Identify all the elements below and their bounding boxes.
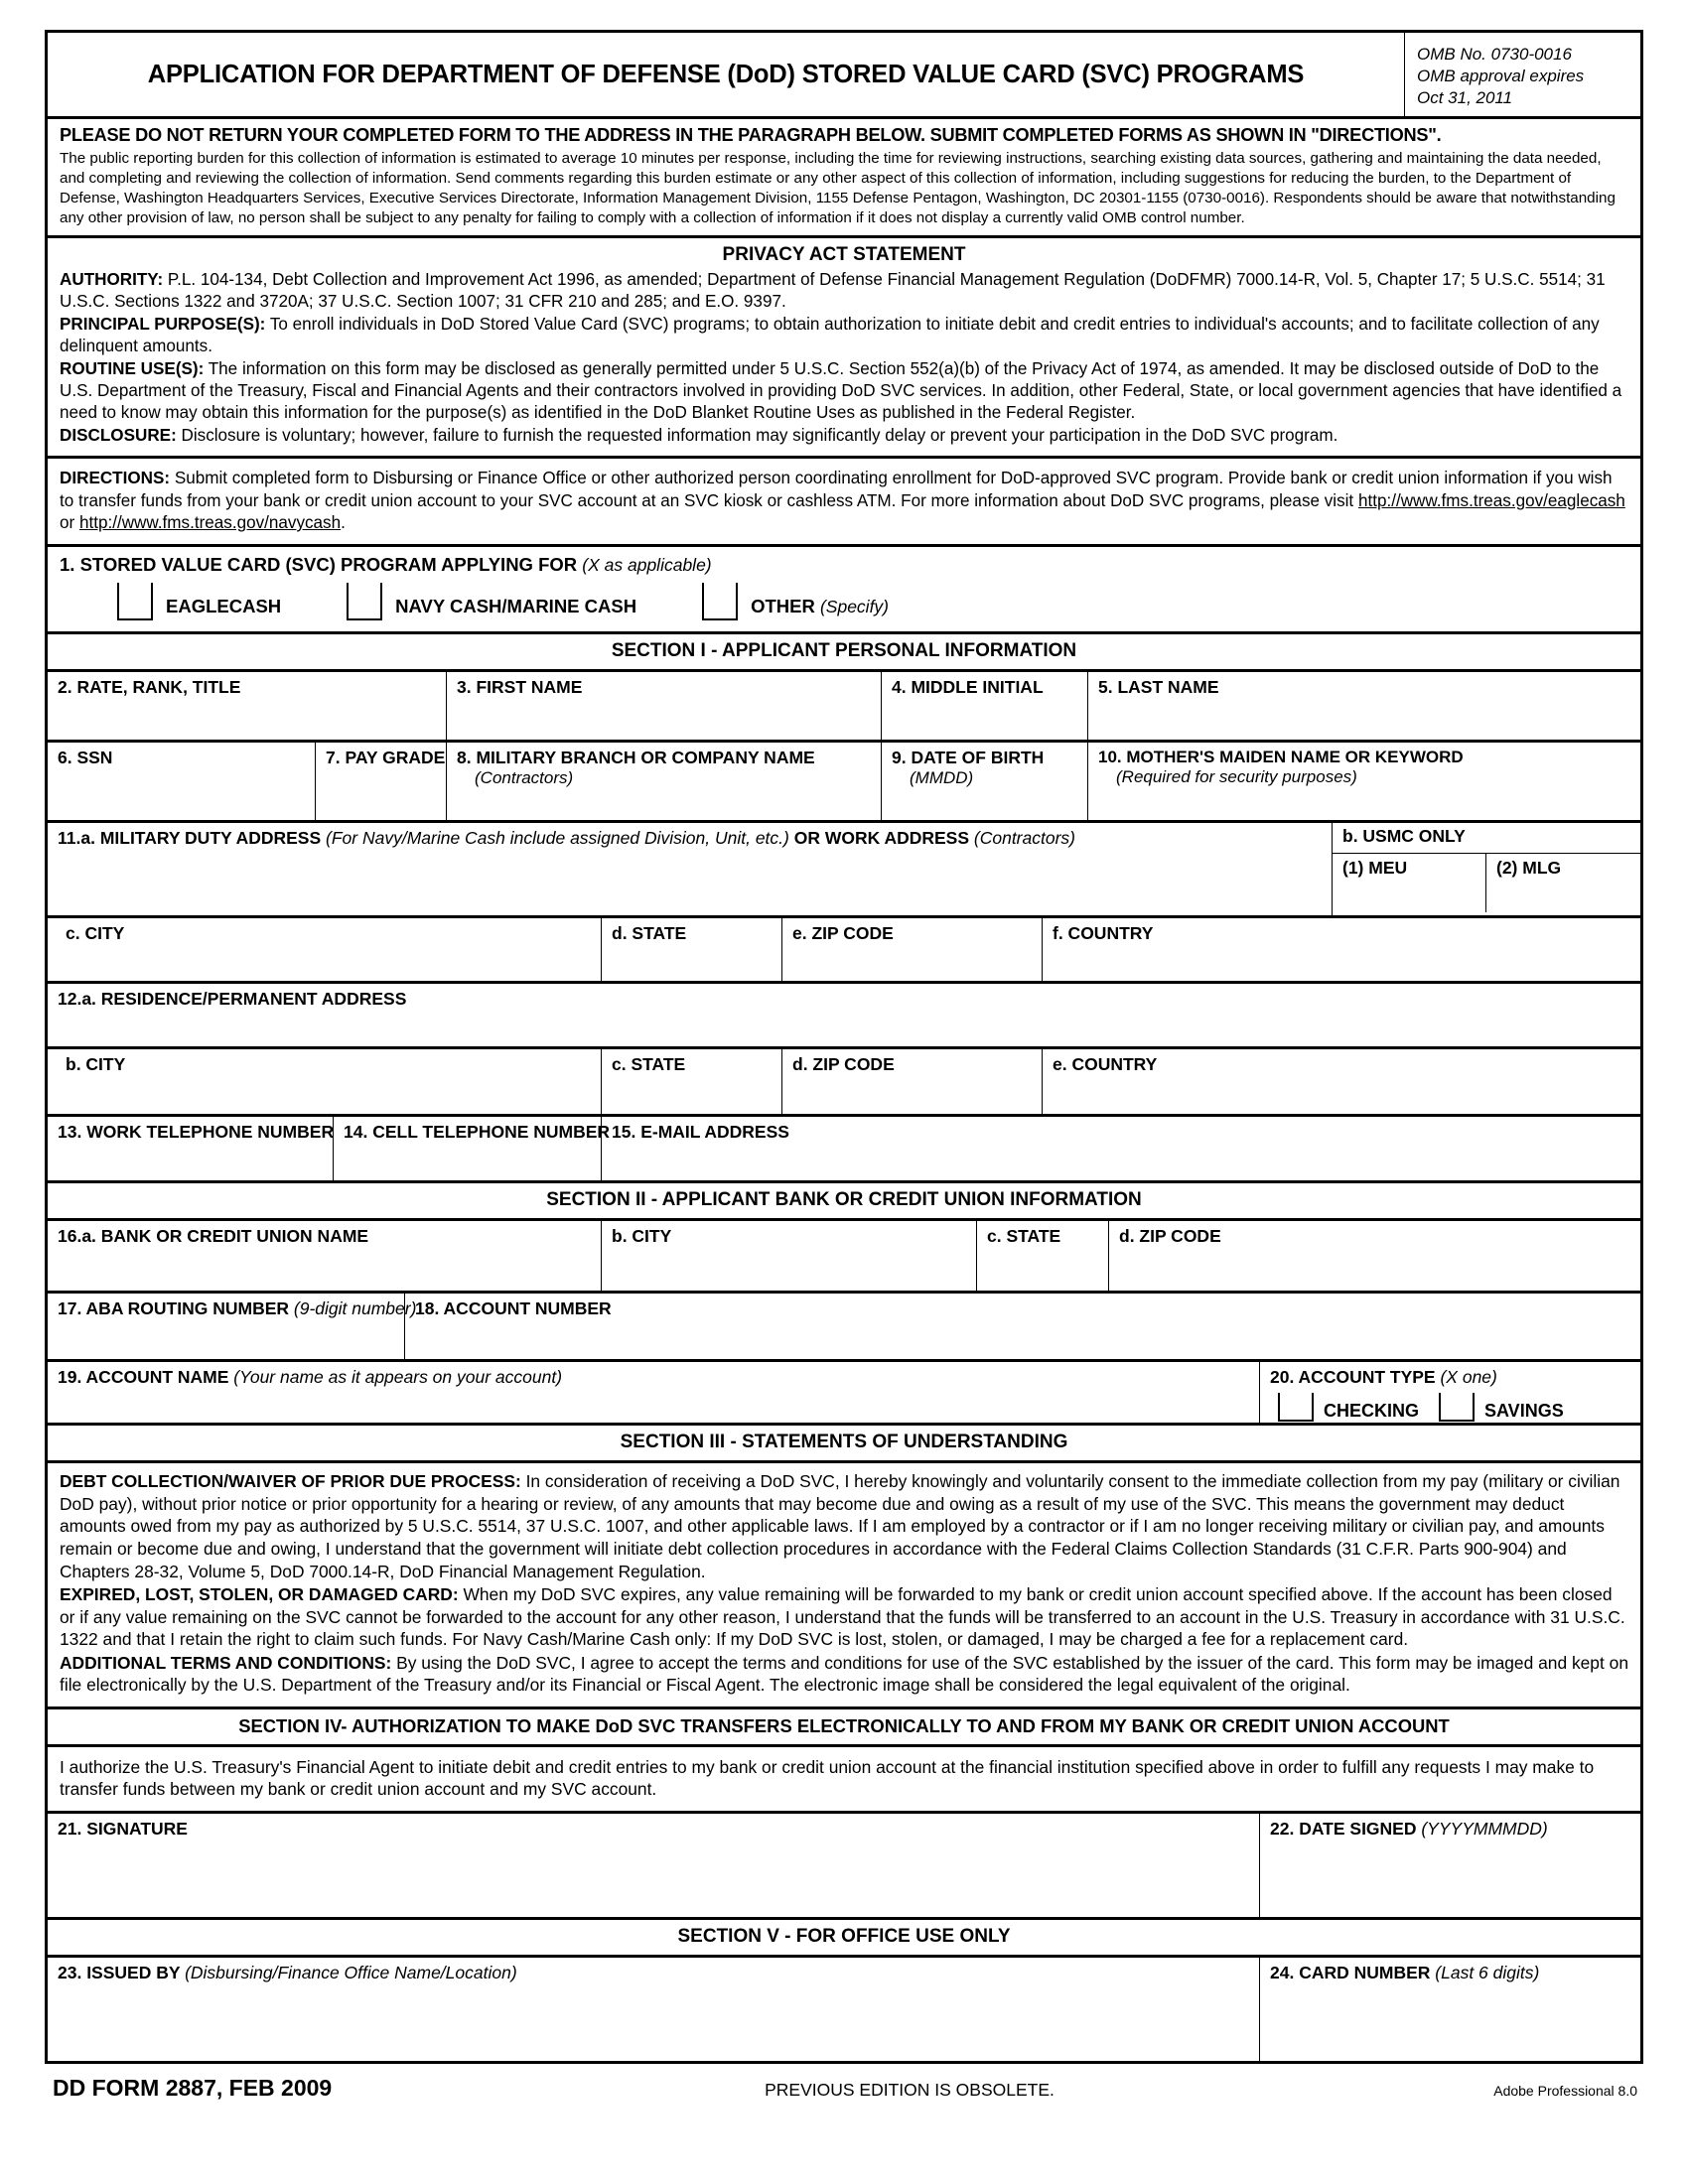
section-1-header: SECTION I - APPLICANT PERSONAL INFORMATION bbox=[48, 634, 1640, 672]
privacy-authority-label: AUTHORITY: bbox=[60, 269, 164, 289]
field-bank-state[interactable]: c. STATE bbox=[977, 1221, 1109, 1291]
privacy-disclosure-label: DISCLOSURE: bbox=[60, 426, 177, 446]
privacy-principal-text: To enroll individuals in DoD Stored Value Card (SVC) programs; to obtain authorization to initiate debit and credit entries to individual's accounts; and to facilitate collection of any delinquent amounts. bbox=[60, 314, 1600, 356]
omb-info-block bbox=[1404, 33, 1640, 116]
field-duty-city[interactable]: c. CITY bbox=[48, 918, 602, 981]
label-navy-marine-cash: NAVY CASH/MARINE CASH bbox=[395, 596, 637, 617]
field-account-number[interactable]: 18. ACCOUNT NUMBER bbox=[415, 1298, 612, 1319]
statement-debt-label: DEBT COLLECTION/WAIVER OF PRIOR DUE PROCESS: bbox=[60, 1471, 521, 1492]
statement-additional-label: ADDITIONAL TERMS AND CONDITIONS: bbox=[60, 1652, 392, 1673]
omb-number: OMB No. 0730-0016 bbox=[1417, 45, 1572, 64]
field-residence-zip[interactable]: d. ZIP CODE bbox=[782, 1049, 1043, 1114]
usmc-only-label: b. USMC ONLY bbox=[1333, 823, 1640, 854]
field-rate-rank-title[interactable]: 2. RATE, RANK, TITLE bbox=[48, 672, 447, 740]
field-account-name[interactable]: 19. ACCOUNT NAME (Your name as it appears on your account) bbox=[48, 1362, 1260, 1423]
statement-debt-collection bbox=[60, 1470, 1628, 1582]
checkbox-eaglecash[interactable] bbox=[117, 583, 153, 620]
field-date-of-birth-hint: (MMDD) bbox=[910, 767, 974, 787]
privacy-disclosure-text: Disclosure is voluntary; however, failure to furnish the requested information may significantly delay or prevent your participation in the DoD SVC program. bbox=[176, 426, 1338, 446]
row-contact-fields bbox=[48, 1117, 1640, 1183]
row-duty-address-city-state-zip bbox=[48, 918, 1640, 984]
privacy-disclosure bbox=[60, 425, 1628, 447]
label-other bbox=[738, 583, 889, 617]
directions-text-1: Submit completed form to Disbursing or Finance Office or other authorized person coordinating enrollment for DoD-approved SVC program. Provide bank or credit union information if you wish to transfer funds from your bank or credit union account to your SVC account at an SVC kiosk or cashless ATM. For more information about DoD SVC programs, please visit bbox=[60, 469, 1613, 510]
section-4-header: SECTION IV- AUTHORIZATION TO MAKE DoD SVC TRANSFERS ELECTRONICALLY TO AND FROM MY BANK OR CREDIT UNION ACCOUNT bbox=[48, 1709, 1640, 1747]
privacy-authority bbox=[60, 269, 1628, 313]
statement-additional-terms bbox=[60, 1652, 1628, 1697]
burden-statement-block bbox=[48, 119, 1640, 238]
field-cell-telephone[interactable]: 14. CELL TELEPHONE NUMBER bbox=[334, 1117, 602, 1180]
checkbox-checking[interactable] bbox=[1278, 1393, 1314, 1422]
directions-label: DIRECTIONS: bbox=[60, 469, 171, 488]
row-ssn-branch-dob bbox=[48, 743, 1640, 823]
program-options-row bbox=[60, 583, 1640, 620]
row-name-fields bbox=[48, 672, 1640, 743]
checkbox-navy-marine-cash[interactable] bbox=[347, 583, 382, 620]
usmc-subfields bbox=[1333, 854, 1640, 912]
navycash-link[interactable]: http://www.fms.treas.gov/navycash bbox=[78, 513, 342, 533]
field-account-type bbox=[1260, 1362, 1640, 1423]
privacy-act-title: PRIVACY ACT STATEMENT bbox=[722, 243, 966, 265]
field-date-signed[interactable]: 22. DATE SIGNED (YYYYMMMDD) bbox=[1270, 1818, 1548, 1839]
form-header bbox=[48, 33, 1640, 119]
field-mlg[interactable]: (2) MLG bbox=[1496, 858, 1562, 879]
label-other-hint: (Specify) bbox=[819, 597, 890, 617]
section-5-header: SECTION V - FOR OFFICE USE ONLY bbox=[48, 1920, 1640, 1958]
row-signature-date bbox=[48, 1814, 1640, 1920]
form-footer bbox=[45, 2064, 1643, 2102]
field-signature[interactable]: 21. SIGNATURE bbox=[48, 1814, 1260, 1917]
field-military-branch-hint: (Contractors) bbox=[475, 767, 574, 787]
section-2-header: SECTION II - APPLICANT BANK OR CREDIT UNION INFORMATION bbox=[48, 1183, 1640, 1221]
authorization-text: I authorize the U.S. Treasury's Financial Agent to initiate debit and credit entries to my bank or credit union account at the financial institution specified above in order to fulfill any requests I may make to transfer funds between my bank or credit union account and my SVC account. bbox=[48, 1747, 1640, 1814]
field-issued-by[interactable]: 23. ISSUED BY (Disbursing/Finance Office Name/Location) bbox=[48, 1958, 1260, 2061]
account-type-label: 20. ACCOUNT TYPE (X one) bbox=[1270, 1367, 1497, 1388]
privacy-routine-text: The information on this form may be disclosed as generally permitted under 5 U.S.C. Section 552(a)(b) of the Privacy Act of 1974, as amended. It may be disclosed outside of DoD to the U.S. Department of the Treasury, Fiscal and Financial Agents and their contractors involved in providing DoD SVC services. In addition, other Federal, State, or local government agencies that have identified a need to know may obtain this information for the purpose(s) as identified in the DoD Blanket Routine Uses as published in the Federal Register. bbox=[60, 359, 1622, 423]
field-residence-address[interactable]: 12.a. RESIDENCE/PERMANENT ADDRESS bbox=[48, 984, 1640, 1049]
item-1-title bbox=[60, 554, 1640, 576]
field-card-number[interactable]: 24. CARD NUMBER (Last 6 digits) bbox=[1270, 1962, 1540, 1982]
section-3-header: SECTION III - STATEMENTS OF UNDERSTANDING bbox=[48, 1426, 1640, 1463]
field-bank-city[interactable]: b. CITY bbox=[602, 1221, 977, 1291]
form-number: DD FORM 2887, FEB 2009 bbox=[53, 2074, 333, 2101]
page-title: APPLICATION FOR DEPARTMENT OF DEFENSE (DoD) STORED VALUE CARD (SVC) PROGRAMS bbox=[147, 60, 1305, 88]
field-date-of-birth[interactable]: 9. DATE OF BIRTH (MMDD) bbox=[882, 743, 1088, 820]
public-reporting-burden-text: The public reporting burden for this collection of information is estimated to average 10 minutes per response, including the time for reviewing instructions, searching existing data sources, gathering and maintaining the data needed, and completing and reviewing the collection of information. Send comments regarding this burden estimate or any other aspect of this collection of information, including suggestions for reducing the burden, to the Department of Defense, Washington Headquarters Services, Executive Services Directorate, Information Management Division, 1155 Defense Pentagon, Washington, DC 20301-1155 (0730-0016). Respondents should be aware that notwithstanding any other provision of law, no person shall be subject to any penalty for failing to comply with a collection of information if it does not display a currently valid OMB control number. bbox=[60, 150, 1616, 226]
field-aba-routing-number[interactable]: 17. ABA ROUTING NUMBER (9-digit number) bbox=[48, 1294, 405, 1359]
field-residence-state[interactable]: c. STATE bbox=[602, 1049, 782, 1114]
do-not-return-notice: PLEASE DO NOT RETURN YOUR COMPLETED FORM TO THE ADDRESS IN THE PARAGRAPH BELOW. SUBMIT COMPLETED FORMS AS SHOWN IN "DIRECTIONS". bbox=[60, 125, 1442, 146]
field-meu[interactable]: (1) MEU bbox=[1333, 854, 1486, 912]
field-residence-country[interactable]: e. COUNTRY bbox=[1053, 1054, 1158, 1075]
field-mothers-maiden-hint: (Required for security purposes) bbox=[1116, 766, 1357, 786]
field-duty-zip[interactable]: e. ZIP CODE bbox=[782, 918, 1043, 981]
checkbox-savings[interactable] bbox=[1439, 1393, 1475, 1422]
privacy-routine-label: ROUTINE USE(S): bbox=[60, 359, 205, 379]
statement-expired-lost-stolen bbox=[60, 1583, 1628, 1651]
privacy-principal-label: PRINCIPAL PURPOSE(S): bbox=[60, 314, 266, 334]
field-middle-initial[interactable]: 4. MIDDLE INITIAL bbox=[882, 672, 1088, 740]
field-last-name[interactable]: 5. LAST NAME bbox=[1098, 677, 1219, 698]
label-checking: CHECKING bbox=[1324, 1400, 1420, 1421]
pdf-producer-note: Adobe Professional 8.0 bbox=[1493, 2082, 1637, 2099]
privacy-principal-purpose bbox=[60, 314, 1628, 357]
statements-of-understanding-block bbox=[48, 1463, 1640, 1708]
directions-text-2: or bbox=[60, 513, 79, 533]
field-duty-state[interactable]: d. STATE bbox=[602, 918, 782, 981]
statement-expired-text: When my DoD SVC expires, any value remaining will be forwarded to my bank or credit union account specified above. If the account has been closed or if any value remaining on the SVC cannot be forwarded to the account for any other reason, I understand that the funds will be transferred to an account in the U.S. Treasury in accordance with 31 U.S.C. 1322 and that I retain the right to claim such funds. For Navy Cash/Marine Cash only: If my DoD SVC is lost, stolen, or damaged, I may be charged a fee for a replacement card. bbox=[60, 1584, 1625, 1650]
omb-approval-expires-date: Oct 31, 2011 bbox=[1417, 87, 1513, 107]
checkbox-other[interactable] bbox=[702, 583, 738, 620]
item-1-label: 1. STORED VALUE CARD (SVC) PROGRAM APPLYING FOR bbox=[60, 554, 578, 576]
field-military-branch-or-company[interactable]: 8. MILITARY BRANCH OR COMPANY NAME (Contractors) bbox=[447, 743, 882, 820]
field-mothers-maiden-name[interactable]: 10. MOTHER'S MAIDEN NAME OR KEYWORD (Required for security purposes) bbox=[1088, 743, 1640, 820]
field-email-address[interactable]: 15. E-MAIL ADDRESS bbox=[612, 1122, 789, 1143]
row-residence-city-state-zip bbox=[48, 1049, 1640, 1117]
omb-approval-expires-label: OMB approval expires bbox=[1417, 66, 1585, 85]
row-account-name-type bbox=[48, 1362, 1640, 1426]
eaglecash-link[interactable]: http://www.fms.treas.gov/eaglecash bbox=[1357, 490, 1625, 510]
statement-expired-label: EXPIRED, LOST, STOLEN, OR DAMAGED CARD: bbox=[60, 1584, 459, 1605]
field-military-duty-address-label: 11.a. MILITARY DUTY ADDRESS (For Navy/Marine Cash include assigned Division, Unit, etc.) OR WORK ADDRESS (Contractors) bbox=[58, 828, 1075, 849]
row-military-duty-address bbox=[48, 823, 1640, 918]
directions-text-3: . bbox=[341, 513, 346, 533]
field-bank-name[interactable]: 16.a. BANK OR CREDIT UNION NAME bbox=[48, 1221, 602, 1291]
field-military-duty-address[interactable] bbox=[48, 823, 1333, 915]
directions-block bbox=[48, 459, 1640, 547]
statement-additional-text: By using the DoD SVC, I agree to accept the terms and conditions for use of the SVC established by the issuer of the card. This form may be imaged and kept on file electronically by the U.S. Department of the Treasury and/or its Financial or Fiscal Agent. The electronic image shall be considered the legal equivalent of the original. bbox=[60, 1652, 1628, 1696]
label-savings: SAVINGS bbox=[1484, 1400, 1564, 1421]
account-type-options bbox=[1270, 1393, 1640, 1422]
previous-edition-notice: PREVIOUS EDITION IS OBSOLETE. bbox=[765, 2079, 1055, 2100]
privacy-authority-text: P.L. 104-134, Debt Collection and Improvement Act 1996, as amended; Department of Defense Financial Management Regulation (DoDFMR) 7000.14-R, Vol. 5, Chapter 17; 5 U.S.C. 5514; 31 U.S.C. Sections 1322 and 3720A; 37 U.S.C. Section 1007; 31 CFR 210 and 285; and E.O. 9397. bbox=[60, 269, 1606, 311]
field-first-name[interactable]: 3. FIRST NAME bbox=[447, 672, 882, 740]
privacy-act-block bbox=[48, 238, 1640, 459]
field-residence-city[interactable]: b. CITY bbox=[48, 1049, 602, 1114]
dd-form-2887 bbox=[45, 30, 1643, 2064]
usmc-only-block bbox=[1333, 823, 1640, 915]
field-bank-zip[interactable]: d. ZIP CODE bbox=[1119, 1226, 1221, 1247]
label-eaglecash: EAGLECASH bbox=[166, 596, 282, 617]
label-other-text: OTHER bbox=[751, 596, 815, 617]
field-pay-grade[interactable]: 7. PAY GRADE bbox=[316, 743, 447, 820]
row-issued-by-card-number bbox=[48, 1958, 1640, 2061]
row-bank-name-city bbox=[48, 1221, 1640, 1294]
item-1-hint: (X as applicable) bbox=[582, 555, 712, 576]
statement-debt-text: In consideration of receiving a DoD SVC, I hereby knowingly and voluntarily consent to the immediate collection from my pay (military or civilian DoD pay), without prior notice or prior opportunity for a hearing or review, of any amounts that may become due and owing as a result of my use of the SVC. This means the government may deduct amounts owed from my pay as authorized by 5 U.S.C. 5514, 37 U.S.C. 1007, and other applicable laws. If I am employed by a contractor or if I am no longer receiving military or civilian pay, and amounts remain or become due and owing, I understand that the government will initiate debt collection procedures in accordance with the Federal Claims Collection Standards (31 C.F.R. Parts 900-904) and Chapters 28-32, Volume 5, DoD 7000.14-R, DoD Financial Management Regulation. bbox=[60, 1471, 1620, 1581]
field-work-telephone[interactable]: 13. WORK TELEPHONE NUMBER bbox=[48, 1117, 334, 1180]
item-1-program-block bbox=[48, 547, 1640, 634]
field-duty-country[interactable]: f. COUNTRY bbox=[1053, 923, 1154, 944]
privacy-routine-uses bbox=[60, 358, 1628, 424]
field-ssn[interactable]: 6. SSN bbox=[48, 743, 316, 820]
row-routing-account bbox=[48, 1294, 1640, 1362]
